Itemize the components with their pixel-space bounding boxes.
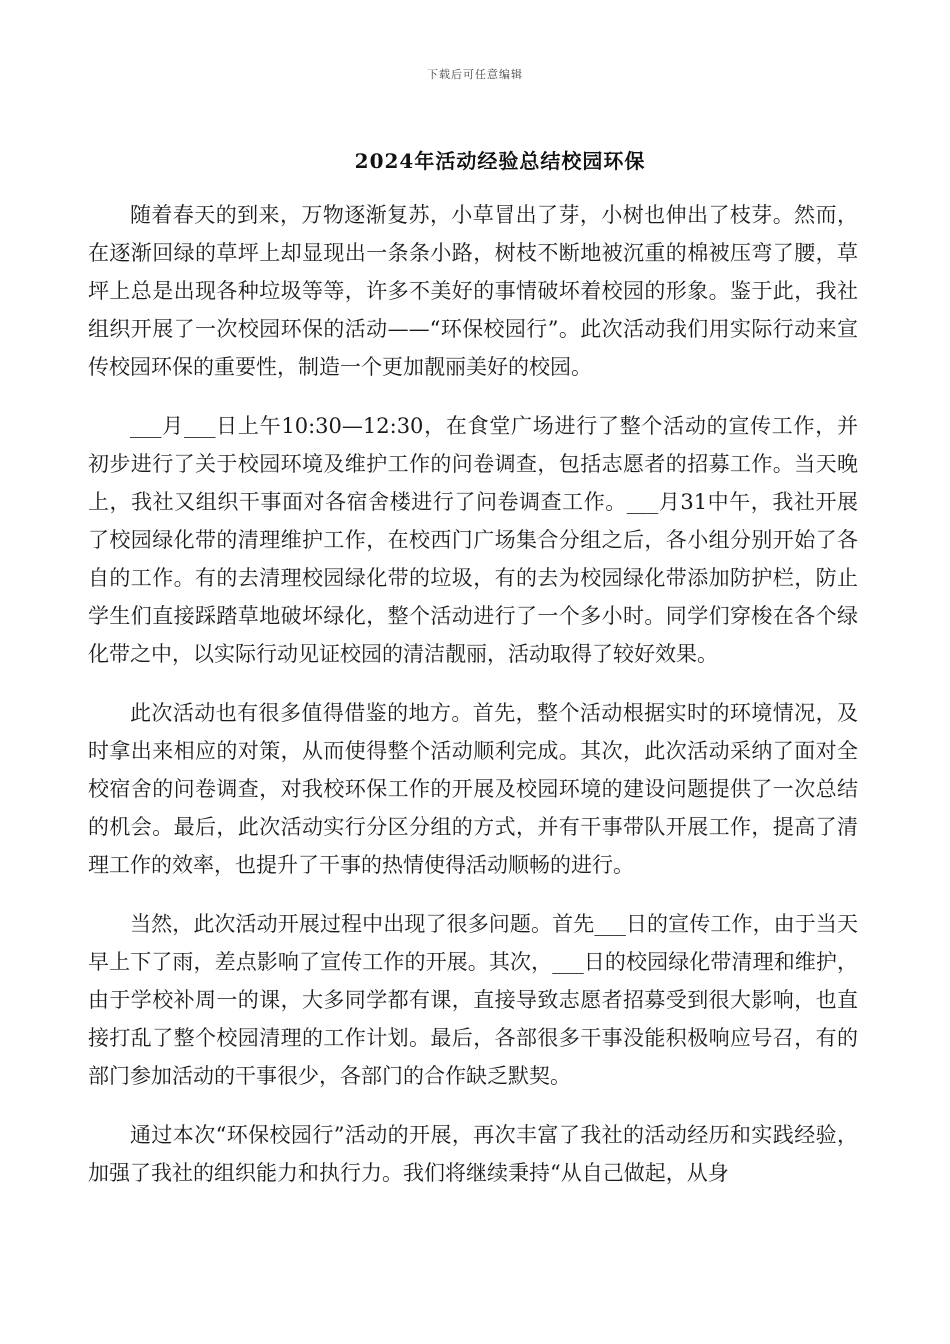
paragraph-intro: 随着春天的到来，万物逐渐复苏，小草冒出了芽，小树也伸出了枝芽。然而，在逐渐回绿的草坪上却显现出一条条小路，树枝不断地被沉重的棉被压弯了腰，草坪上总是出现各种垃圾等等，许多不美好的事情破坏着校园的形象。鉴于此，我社组织开展了一次校园环保的活动——“环保校园行”。此次活动我们用实际行动来宣传校园环保的重要性，制造一个更加靓丽美好的校园。	[88, 203, 858, 379]
paragraph-conclusion: 通过本次“环保校园行”活动的开展，再次丰富了我社的活动经历和实践经验，加强了我社的组织能力和执行力。我们将继续秉持“从自己做起，从身	[88, 1123, 858, 1185]
paragraph-strengths: 此次活动也有很多值得借鉴的地方。首先，整个活动根据实时的环境情况，及时拿出来相应的对策，从而使得整个活动顺利完成。其次，此次活动采纳了面对全校宿舍的问卷调查，对我校环保工作的开展及校园环境的建设问题提供了一次总结的机会。最后，此次活动实行分区分组的方式，并有干事带队开展工作，提高了清理工作的效率，也提升了干事的热情使得活动顺畅的进行。	[88, 701, 858, 877]
paragraph-activity-process: ___月___日上午10:30—12:30，在食堂广场进行了整个活动的宣传工作，并初步进行了关于校园环境及维护工作的问卷调查，包括志愿者的招募工作。当天晚上，我社又组织干事面对各宿舍楼进行了问卷调查工作。___月31中午，我社开展了校园绿化带的清理维护工作，在校西门广场集合分组之后，各小组分别开始了各自的工作。有的去清理校园绿化带的垃圾，有的去为校园绿化带添加防护栏，防止学生们直接踩踏草地破坏绿化，整个活动进行了一个多小时。同学们穿梭在各个绿化带之中，以实际行动见证校园的清洁靓丽，活动取得了较好效果。	[88, 414, 858, 666]
paragraph-problems: 当然，此次活动开展过程中出现了很多问题。首先___日的宣传工作，由于当天早上下了雨，差点影响了宣传工作的开展。其次，___日的校园绿化带清理和维护，由于学校补周一的课，大多同学都有课，直接导致志愿者招募受到很大影响，也直接打乱了整个校园清理的工作计划。最后，各部很多干事没能积极响应号召，有的部门参加活动的干事很少，各部门的合作缺乏默契。	[88, 912, 858, 1088]
document-title: 2024年活动经验总结校园环保	[354, 149, 646, 173]
document-body	[88, 196, 858, 1213]
header-note: 下载后可任意编辑	[427, 68, 523, 81]
